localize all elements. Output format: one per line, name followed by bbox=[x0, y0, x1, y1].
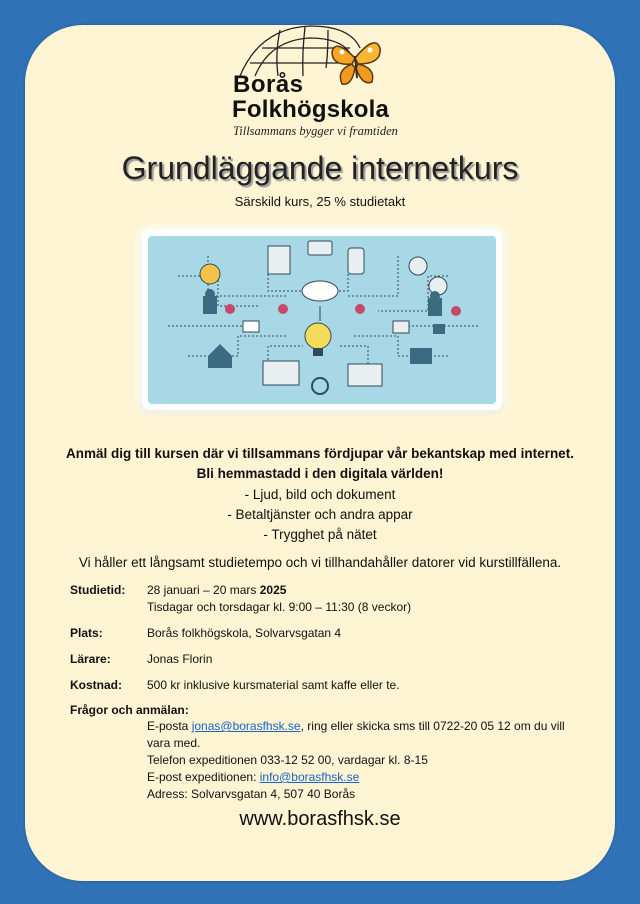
contact-label: Frågor och anmälan: bbox=[70, 703, 189, 717]
larare-label: Lärare: bbox=[70, 652, 111, 666]
studietid-dates bbox=[147, 583, 286, 597]
bullet-3: - Trygghet på nätet bbox=[263, 527, 377, 542]
butterfly-icon bbox=[332, 43, 380, 84]
network-icons-image bbox=[148, 236, 496, 404]
contact-email-line bbox=[147, 718, 567, 752]
contact-address: Adress: Solvarvsgatan 4, 507 40 Borås bbox=[147, 787, 356, 801]
office-email-link[interactable]: info@borasfhsk.se bbox=[259, 770, 360, 784]
email-link[interactable]: jonas@borasfhsk.se bbox=[191, 719, 301, 733]
studietid-label: Studietid: bbox=[70, 583, 126, 597]
page-title: Grundläggande internetkurs bbox=[121, 150, 519, 186]
larare-value: Jonas Florin bbox=[147, 652, 213, 666]
contact-phone: Telefon expeditionen 033-12 52 00, vardagar kl. 8-15 bbox=[147, 753, 428, 767]
logo-line1: Borås bbox=[233, 71, 304, 98]
studietid-dates-text: 28 januari – 20 mars bbox=[147, 583, 260, 597]
page-subtitle: Särskild kurs, 25 % studietakt bbox=[234, 194, 406, 209]
bullet-2: - Betaltjänster och andra appar bbox=[227, 507, 413, 522]
studietid-year: 2025 bbox=[259, 583, 287, 597]
kostnad-label: Kostnad: bbox=[70, 678, 122, 692]
office-email-prefix: E-post expeditionen: bbox=[147, 770, 260, 784]
studietid-days: Tisdagar och torsdagar kl. 9:00 – 11:30 (8 veckor) bbox=[147, 600, 412, 614]
plats-value: Borås folkhögskola, Solvarvsgatan 4 bbox=[147, 626, 342, 640]
intro-line-1: Anmäl dig till kursen där vi tillsammans fördjupar vår bekantskap med internet. bbox=[66, 446, 574, 461]
email-prefix: E-posta bbox=[147, 719, 192, 733]
internet-illustration bbox=[142, 230, 502, 410]
logo-line2: Folkhögskola bbox=[232, 96, 390, 123]
logo-tagline: Tillsammans bygger vi framtiden bbox=[233, 124, 398, 138]
office-email-line bbox=[147, 769, 567, 786]
email-suffix: , ring eller skicka sms till 0722-20 05 12 om du vill vara med. bbox=[147, 719, 565, 750]
bullet-1: - Ljud, bild och dokument bbox=[244, 487, 396, 502]
plats-label: Plats: bbox=[70, 626, 103, 640]
website-link[interactable]: www.borasfhsk.se bbox=[239, 808, 401, 830]
kostnad-value: 500 kr inklusive kursmaterial samt kaffe eller te. bbox=[147, 678, 400, 692]
pace-text: Vi håller ett långsamt studietempo och vi tillhandahåller datorer vid kurstillfällena. bbox=[78, 555, 562, 570]
intro-line-2: Bli hemmastadd i den digitala världen! bbox=[196, 466, 444, 481]
